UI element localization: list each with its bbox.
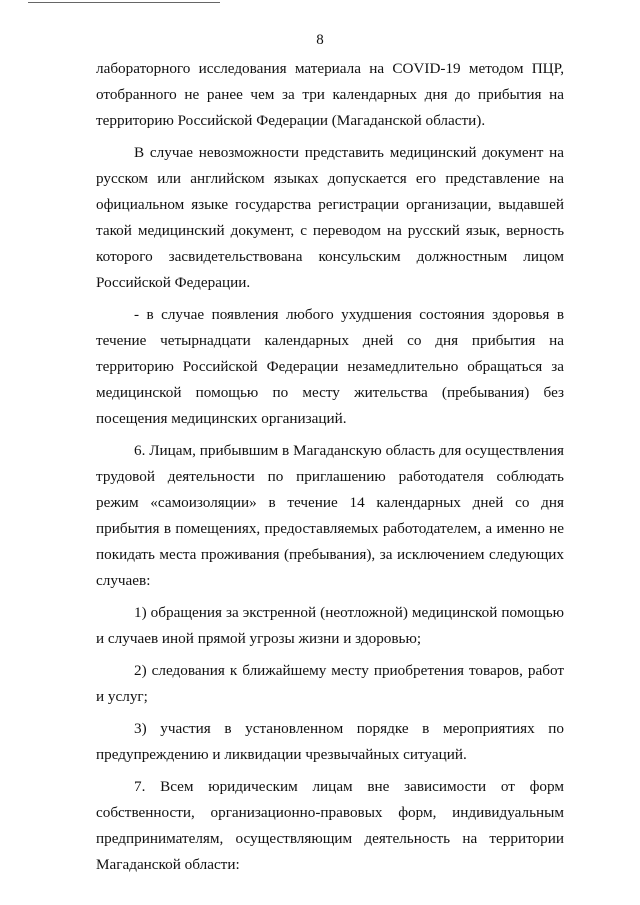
paragraph-health-deterioration: - в случае появления любого ухудшения состояния здоровья в течение четырнадцати календарных дней со дня прибытия на территорию Российской Федерации незамедлительно обращаться за медицинской помощью по месту жительства (пребывания) без посещения медицинских организаций.	[96, 306, 564, 427]
paragraph-exception-2: 2) следования к ближайшему месту приобретения товаров, работ и услуг;	[96, 662, 564, 705]
paragraph-exception-3: 3) участия в установленном порядке в мероприятиях по предупреждению и ликвидации чрезвычайных ситуаций.	[96, 720, 564, 763]
paragraph-item-6-self-isolation: 6. Лицам, прибывшим в Магаданскую область для осуществления трудовой деятельности по приглашению работодателя соблюдать режим «самоизоляции» в течение 14 календарных дней со дня прибытия в помещениях, предоставляемых работодателем, а именно не покидать места проживания (пребывания), за исключением следующих случаев:	[96, 442, 564, 589]
top-scan-rule	[28, 2, 220, 3]
paragraph-exception-1: 1) обращения за экстренной (неотложной) медицинской помощью и случаев иной прямой угрозы жизни и здоровью;	[96, 604, 564, 647]
paragraph-covid-test: лабораторного исследования материала на COVID-19 методом ПЦР, отобранного не ранее чем за три календарных дня до прибытия на территорию Российской Федерации (Магаданской области).	[96, 60, 564, 129]
document-body	[96, 56, 564, 878]
page-number: 8	[316, 32, 324, 48]
paragraph-item-7-legal-entities: 7. Всем юридическим лицам вне зависимости от форм собственности, организационно-правовых форм, индивидуальным предпринимателям, осуществляющим деятельность на территории Магаданской области:	[96, 778, 564, 873]
paragraph-medical-document-language: В случае невозможности представить медицинский документ на русском или английском языках допускается его представление на официальном языке государства регистрации организации, выдавшей такой медицинский документ, с переводом на русский язык, верность которого засвидетельствована консульским должностным лицом Российской Федерации.	[96, 144, 564, 291]
